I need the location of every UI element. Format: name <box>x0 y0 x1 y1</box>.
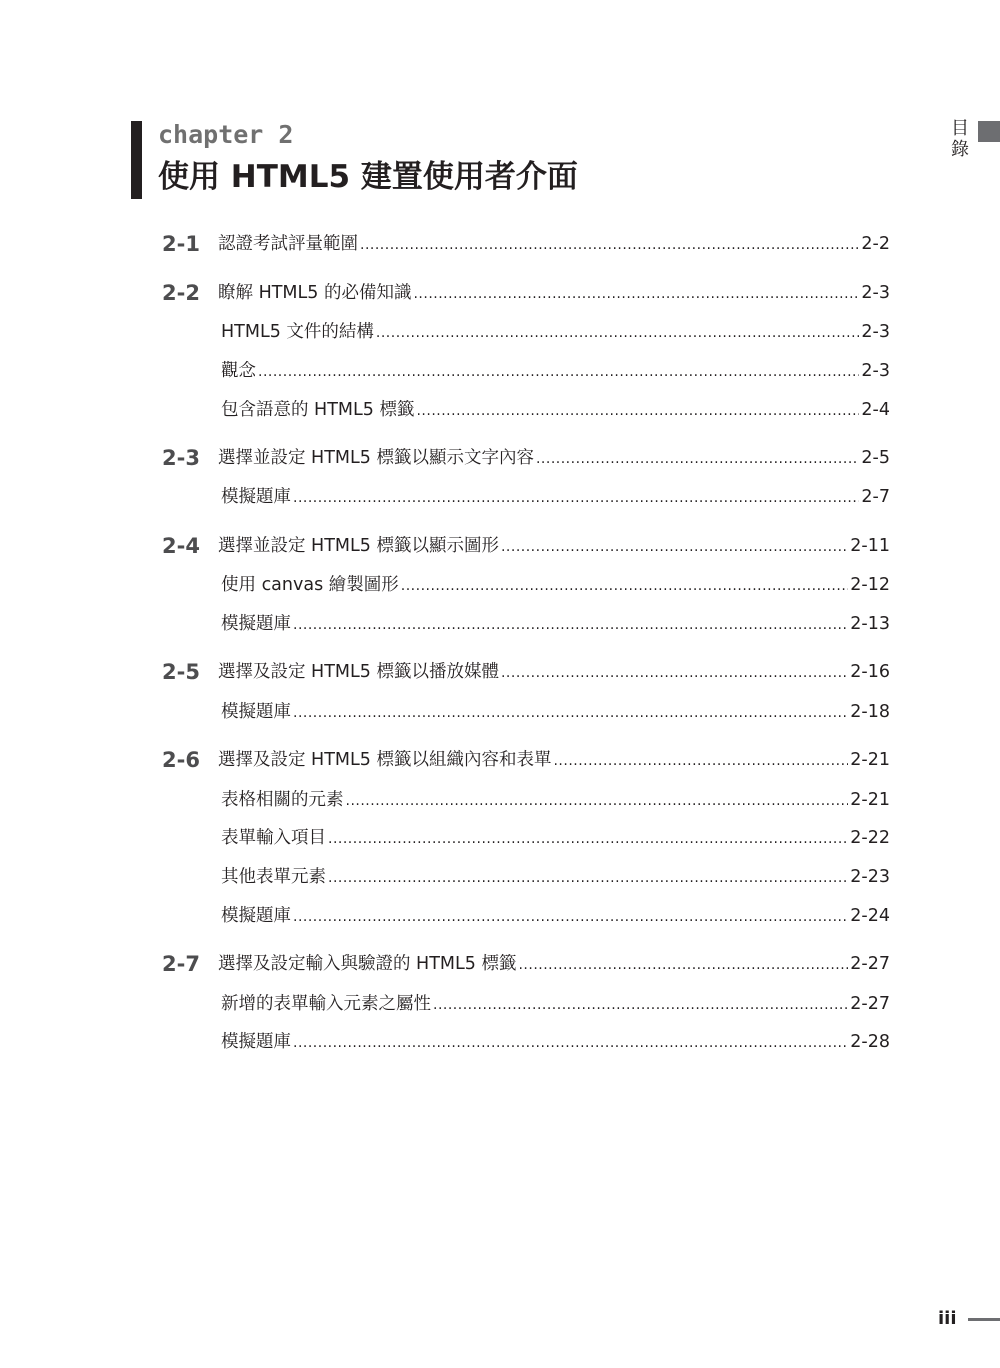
toc-page-number: 2-4 <box>861 400 890 420</box>
toc-section-number: 2-2 <box>162 281 200 305</box>
toc-subsection-entry <box>221 989 890 1019</box>
toc-page-number: 2-27 <box>850 954 890 974</box>
toc-subsection-row[interactable] <box>0 356 1000 386</box>
toc-section-entry <box>218 531 890 561</box>
toc-section-number: 2-4 <box>162 534 200 558</box>
toc-page-number: 2-28 <box>850 1032 890 1052</box>
toc-page-number: 2-21 <box>850 790 890 810</box>
toc-page-number: 2-22 <box>850 828 890 848</box>
toc-leader-dots <box>413 279 859 308</box>
toc-subsection-entry <box>221 482 890 512</box>
toc-section-title: 選擇並設定 HTML5 標籤以顯示圖形 <box>218 536 499 556</box>
toc-subsection-title: 表格相關的元素 <box>221 790 344 810</box>
toc-section-row[interactable] <box>0 278 1000 308</box>
toc-subsection-entry <box>221 395 890 425</box>
toc-subsection-row[interactable] <box>0 901 1000 931</box>
toc-section-number: 2-1 <box>162 232 200 256</box>
toc-leader-dots <box>293 610 848 639</box>
toc-page-number: 2-3 <box>861 361 890 381</box>
toc-leader-dots <box>536 444 859 473</box>
toc-subsection-row[interactable] <box>0 609 1000 639</box>
toc-subsection-entry <box>221 356 890 386</box>
toc-leader-dots <box>293 1028 848 1057</box>
toc-page-number: 2-23 <box>850 867 890 887</box>
toc-section-title: 選擇並設定 HTML5 標籤以顯示文字內容 <box>218 448 534 468</box>
toc-subsection-title: HTML5 文件的結構 <box>221 322 374 342</box>
side-tab-marker <box>978 121 1000 142</box>
toc-section-number: 2-7 <box>162 952 200 976</box>
toc-page-number: 2-5 <box>861 448 890 468</box>
toc-subsection-row[interactable] <box>0 317 1000 347</box>
toc-subsection-entry <box>221 697 890 727</box>
toc-subsection-row[interactable] <box>0 989 1000 1019</box>
toc-subsection-title: 模擬題庫 <box>221 1032 291 1052</box>
page-number: iii <box>938 1308 957 1329</box>
toc-section-row[interactable] <box>0 657 1000 687</box>
toc-section-title: 選擇及設定 HTML5 標籤以組織內容和表單 <box>218 750 552 770</box>
toc-subsection-entry <box>221 823 890 853</box>
toc-subsection-row[interactable] <box>0 570 1000 600</box>
toc-leader-dots <box>293 902 848 931</box>
toc-section-row[interactable] <box>0 745 1000 775</box>
toc-subsection-row[interactable] <box>0 697 1000 727</box>
toc-subsection-title: 表單輸入項目 <box>221 828 326 848</box>
toc-section-number: 2-5 <box>162 660 200 684</box>
toc-section-entry <box>218 657 890 687</box>
toc-subsection-row[interactable] <box>0 1027 1000 1057</box>
toc-leader-dots <box>293 483 859 512</box>
toc-leader-dots <box>553 746 848 775</box>
toc-subsection-entry <box>221 609 890 639</box>
toc-section-title: 選擇及設定輸入與驗證的 HTML5 標籤 <box>218 954 517 974</box>
toc-leader-dots <box>376 318 860 347</box>
toc-subsection-title: 使用 canvas 繪製圖形 <box>221 575 399 595</box>
toc-section-entry <box>218 949 890 979</box>
toc-subsection-row[interactable] <box>0 823 1000 853</box>
toc-subsection-entry <box>221 1027 890 1057</box>
toc-subsection-title: 新增的表單輸入元素之屬性 <box>221 994 431 1014</box>
toc-section-row[interactable] <box>0 949 1000 979</box>
toc-leader-dots <box>401 571 849 600</box>
toc-subsection-row[interactable] <box>0 862 1000 892</box>
toc-section-row[interactable] <box>0 229 1000 259</box>
chapter-accent-bar <box>131 121 142 199</box>
toc-subsection-row[interactable] <box>0 395 1000 425</box>
toc-subsection-entry <box>221 785 890 815</box>
toc-page-number: 2-18 <box>850 702 890 722</box>
toc-page-number: 2-21 <box>850 750 890 770</box>
toc-leader-dots <box>328 863 848 892</box>
toc-subsection-entry <box>221 862 890 892</box>
toc-leader-dots <box>258 357 859 386</box>
toc-subsection-title: 其他表單元素 <box>221 867 326 887</box>
toc-section-title: 認證考試評量範圍 <box>218 234 358 254</box>
toc-leader-dots <box>518 950 848 979</box>
toc-section-title: 選擇及設定 HTML5 標籤以播放媒體 <box>218 662 499 682</box>
toc-page-number: 2-2 <box>861 234 890 254</box>
toc-page-number: 2-7 <box>861 487 890 507</box>
toc-leader-dots <box>416 396 859 425</box>
toc-page-number: 2-3 <box>861 283 890 303</box>
toc-subsection-entry <box>221 317 890 347</box>
toc-subsection-row[interactable] <box>0 482 1000 512</box>
toc-subsection-title: 包含語意的 HTML5 標籤 <box>221 400 415 420</box>
toc-subsection-row[interactable] <box>0 785 1000 815</box>
toc-subsection-entry <box>221 570 890 600</box>
toc-section-number: 2-3 <box>162 446 200 470</box>
toc-section-title: 瞭解 HTML5 的必備知識 <box>218 283 412 303</box>
toc-page-number: 2-24 <box>850 906 890 926</box>
toc-subsection-title: 模擬題庫 <box>221 487 291 507</box>
toc-leader-dots <box>501 658 848 687</box>
toc-leader-dots <box>360 230 859 259</box>
toc-page-number: 2-12 <box>850 575 890 595</box>
toc-page-number: 2-11 <box>850 536 890 556</box>
toc-leader-dots <box>328 824 848 853</box>
toc-leader-dots <box>293 698 848 727</box>
toc-page-number: 2-16 <box>850 662 890 682</box>
toc-page-number: 2-13 <box>850 614 890 634</box>
toc-section-entry <box>218 278 890 308</box>
toc-leader-dots <box>433 990 848 1019</box>
chapter-title: 使用 HTML5 建置使用者介面 <box>158 159 578 195</box>
toc-page-number: 2-3 <box>861 322 890 342</box>
toc-subsection-title: 觀念 <box>221 361 256 381</box>
toc-subsection-title: 模擬題庫 <box>221 614 291 634</box>
toc-subsection-entry <box>221 901 890 931</box>
toc-leader-dots <box>501 532 848 561</box>
toc-subsection-title: 模擬題庫 <box>221 906 291 926</box>
toc-section-entry <box>218 745 890 775</box>
chapter-label: chapter 2 <box>158 120 294 149</box>
toc-section-row[interactable] <box>0 443 1000 473</box>
toc-leader-dots <box>346 786 849 815</box>
toc-section-number: 2-6 <box>162 748 200 772</box>
toc-section-entry <box>218 443 890 473</box>
toc-page-number: 2-27 <box>850 994 890 1014</box>
side-tab-label: 目錄 <box>951 118 969 160</box>
toc-section-entry <box>218 229 890 259</box>
toc-subsection-title: 模擬題庫 <box>221 702 291 722</box>
page-number-rule <box>968 1318 1000 1321</box>
toc-section-row[interactable] <box>0 531 1000 561</box>
